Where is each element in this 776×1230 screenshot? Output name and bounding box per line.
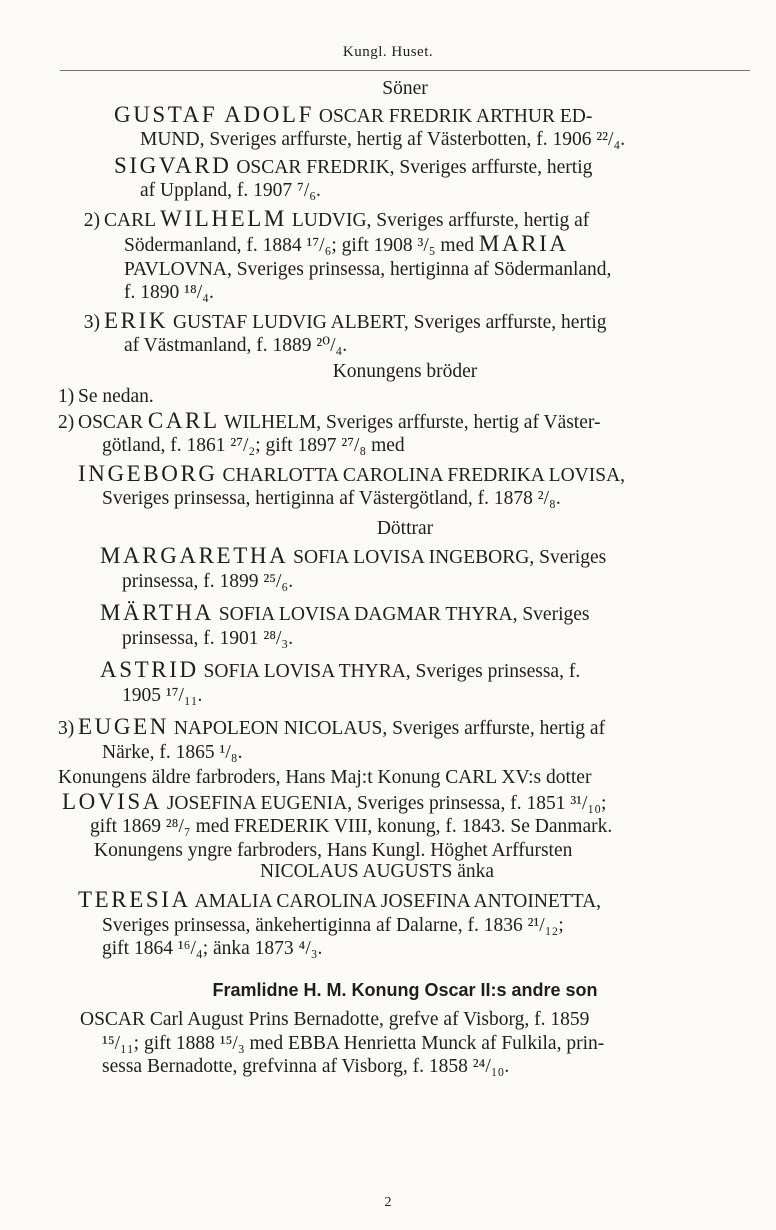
heading-soner: Söner: [382, 78, 428, 99]
name-teresia: TERESIA: [78, 887, 191, 912]
name-erik: ERIK: [104, 307, 169, 333]
entry-astrid: ASTRID SOFIA LOVISA THYRA, Sveriges prinsessa, f. 1905 ¹⁷/₁₁.: [100, 657, 581, 706]
entry-oscar-carl: 2) OSCAR CARL WILHELM, Sveriges arffurste, hertig af Väster- götland, f. 1861 ²⁷/₂; gift 1897 ²⁷/₈ med: [58, 407, 601, 456]
running-head: Kungl. Huset.: [342, 44, 434, 60]
heading-konungens-broder: Konungens bröder: [332, 360, 478, 382]
entry-margaretha: MARGARETHA SOFIA LOVISA INGEBORG, Sveriges prinsessa, f. 1899 ²⁵/₆.: [100, 543, 607, 592]
name-margaretha: MARGARETHA: [100, 543, 289, 568]
name-maria: MARIA: [478, 231, 569, 256]
entry-martha: MÄRTHA SOFIA LOVISA DAGMAR THYRA, Sveriges prinsessa, f. 1901 ²⁸/₃.: [100, 600, 590, 649]
header-rule: [60, 70, 750, 71]
entry-ingeborg: INGEBORG CHARLOTTA CAROLINA FREDRIKA LOVISA, Sveriges prinsessa, hertiginna af Västergötland, f. 1878 ²/₈.: [78, 460, 626, 509]
entry-sigvard: SIGVARD OSCAR FREDRIK, Sveriges arffurste, hertig af Uppland, f. 1907 ⁷/₆.: [114, 152, 593, 201]
entry-teresia: TERESIA AMALIA CAROLINA JOSEFINA ANTOINETTA, Sveriges prinsessa, änkehertiginna af Dalarne, f. 1836 ²¹/₁₂; gift 1864 ¹⁶/₄; änka 1873 ⁴/₃.: [78, 887, 602, 959]
page-body: [58, 76, 752, 1079]
entry-carl-wilhelm: 2) CARL WILHELM LUDVIG, Sveriges arffurste, hertig af Södermanland, f. 1884 ¹⁷/₆; gift 1908 ³/₅ med MARIA PAVLOVNA, Sveriges prinsessa, hertiginna af Södermanland, f. 1890 ¹⁸/₄.: [83, 205, 612, 303]
entry-lovisa: LOVISA JOSEFINA EUGENIA, Sveriges prinsessa, f. 1851 ³¹/₁₀; gift 1869 ²⁸/₇ med FREDERIK VIII, konung, f. 1843. Se Danmark.: [62, 788, 613, 837]
entry-oscar-bernadotte: OSCAR Carl August Prins Bernadotte, grefve af Visborg, f. 1859 ¹⁵/₁₁; gift 1888 ¹⁵/₃ med EBBA Henrietta Munck af Fulkila, prin- sessa Bernadotte, grefvinna af Visborg, f. 1858 ²⁴/₁₀.: [80, 1009, 605, 1077]
entry-brother-1: 1) Se nedan.: [58, 386, 154, 407]
entry-gustaf-adolf: GUSTAF ADOLF OSCAR FREDRIK ARTHUR ED- MUND, Sveriges arffurste, hertig af Västerbotten, f. 1906 ²²/₄.: [114, 101, 626, 150]
heading-framlidne: Framlidne H. M. Konung Oscar II:s andre son: [212, 979, 598, 1000]
name-astrid: ASTRID: [100, 657, 199, 682]
name-ingeborg: INGEBORG: [78, 460, 218, 486]
farbroder-line: Konungens äldre farbroders, Hans Maj:t Konung CARL XV:s dotter: [58, 767, 592, 788]
entry-eugen: 3) EUGEN NAPOLEON NICOLAUS, Sveriges arffurste, hertig af Närke, f. 1865 ¹/₈.: [58, 714, 606, 763]
page-number: 2: [384, 1195, 392, 1210]
name-gustaf-adolf: GUSTAF ADOLF: [114, 101, 314, 127]
yngre-farbroder-line: Konungens yngre farbroders, Hans Kungl. Höghet Arffursten NICOLAUS AUGUSTS änka: [94, 839, 573, 882]
name-lovisa: LOVISA: [62, 788, 162, 814]
heading-dottrar: Döttrar: [376, 517, 434, 539]
name-martha: MÄRTHA: [100, 600, 214, 625]
entry-erik: 3) ERIK GUSTAF LUDVIG ALBERT, Sveriges arffurste, hertig af Västmanland, f. 1889 ²⁰/₄.: [83, 307, 607, 356]
name-sigvard: SIGVARD: [114, 152, 232, 178]
name-carl-wilhelm: WILHELM: [160, 205, 287, 231]
name-carl: CARL: [147, 407, 220, 433]
name-eugen: EUGEN: [78, 714, 169, 739]
